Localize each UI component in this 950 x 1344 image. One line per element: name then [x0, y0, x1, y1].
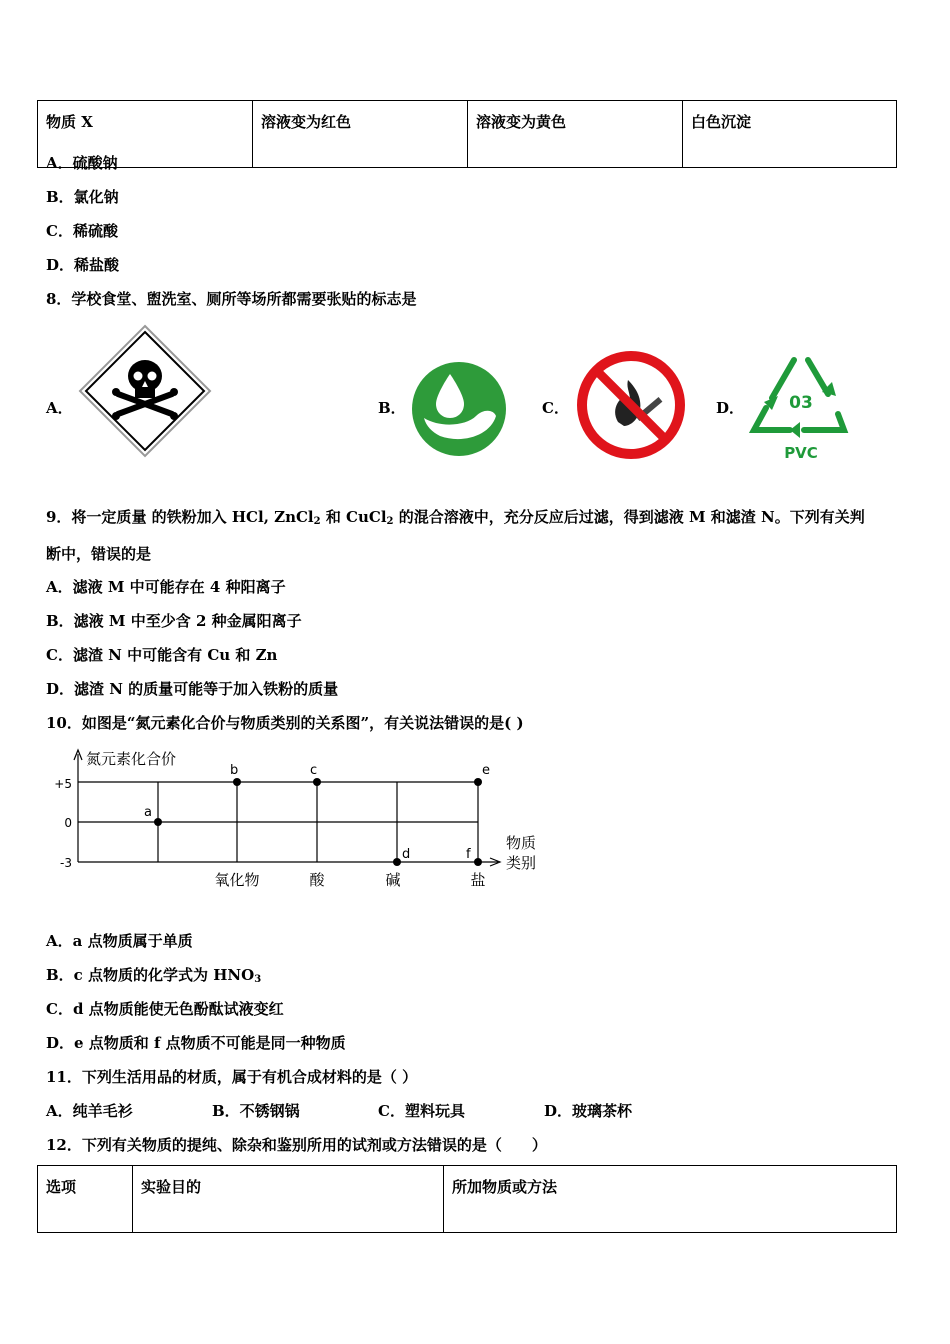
pvc-recycle-sign-icon: [748, 348, 854, 464]
water-saving-sign-icon: [410, 360, 508, 458]
q9-stem: [46, 506, 865, 527]
table-cell: 实验目的: [133, 1166, 444, 1233]
point-c: [313, 778, 321, 786]
q10-option-b: [46, 964, 261, 985]
q9-option-c: C．滤渣 N 中可能含有 Cu 和 Zn: [46, 646, 278, 664]
chart-ylabel: 氮元素化合价: [86, 750, 177, 768]
recycle-number: 03: [789, 393, 813, 413]
q12-stem: 12．下列有关物质的提纯、除杂和鉴别所用的试剂或方法错误的是（ ）: [46, 1136, 547, 1154]
q9-stem-c: 的混合溶液中，充分反应后过滤，得到滤液 M 和滤渣 N。下列有关判: [393, 508, 865, 526]
q8-label-b: B．: [378, 399, 406, 417]
q8-stem: 8．学校食堂、盥洗室、厕所等场所都需要张贴的标志是: [46, 290, 417, 308]
point-label-f: f: [466, 847, 471, 862]
poison-sign-icon: [78, 324, 212, 458]
q11-stem: 11．下列生活用品的材质，属于有机合成材料的是（ ）: [46, 1068, 418, 1086]
x-tick-oxide: 氧化物: [214, 871, 260, 889]
point-b: [233, 778, 241, 786]
q9-option-a: A．滤液 M 中可能存在 4 种阳离子: [46, 578, 286, 596]
q7-option-b: B．氯化钠: [46, 188, 119, 206]
point-f: [474, 858, 482, 866]
chart-xlabel-2: 类别: [506, 854, 537, 872]
q10-stem: 10．如图是“氮元素化合价与物质类别的关系图”，有关说法错误的是( ): [46, 714, 524, 732]
q10-option-b-sub: 3: [254, 974, 262, 985]
point-label-b: b: [230, 763, 239, 778]
q7-option-a: A．硫酸钠: [46, 154, 118, 172]
x-tick-salt: 盐: [470, 871, 486, 889]
table-cell: 选项: [38, 1166, 133, 1233]
q9-sub-2: 2: [386, 516, 394, 527]
x-tick-base: 碱: [385, 871, 401, 889]
table-cell: 白色沉淀: [683, 101, 897, 168]
chart-xlabel-1: 物质: [506, 834, 537, 852]
q9-sub-1: 2: [313, 516, 321, 527]
q11-option-d: D．玻璃茶杯: [544, 1102, 633, 1120]
y-tick-plus5: +5: [54, 777, 72, 791]
q9-stem-line2: 断中，错误的是: [46, 545, 152, 563]
table-cell: 溶液变为红色: [253, 101, 468, 168]
point-label-a: a: [144, 805, 152, 820]
q11-option-b: B．不锈钢锅: [212, 1102, 300, 1120]
q7-option-d: D．稀盐酸: [46, 256, 120, 274]
q10-option-a: A．a 点物质属于单质: [46, 932, 193, 950]
no-fire-sign-icon: [576, 350, 686, 460]
q10-option-c: C．d 点物质能使无色酚酞试液变红: [46, 1000, 284, 1018]
q11-option-a: A．纯羊毛衫: [46, 1102, 133, 1120]
top-table: [37, 100, 897, 168]
q9-stem-a: 9．将一定质量 的铁粉加入 HCl, ZnCl: [46, 508, 314, 526]
point-label-c: c: [310, 763, 318, 778]
point-label-e: e: [482, 763, 490, 778]
q9-option-b: B．滤液 M 中至少含 2 种金属阳离子: [46, 612, 302, 630]
q8-label-a: A．: [46, 399, 73, 417]
point-label-d: d: [402, 847, 411, 862]
q10-option-b-text: B．c 点物质的化学式为 HNO: [46, 966, 255, 984]
point-a: [154, 818, 162, 826]
q12-table: [37, 1165, 897, 1233]
q8-label-c: C．: [542, 399, 569, 417]
x-tick-acid: 酸: [309, 871, 325, 889]
y-tick-zero: 0: [64, 816, 72, 830]
q7-option-c: C．稀硫酸: [46, 222, 118, 240]
q8-label-d: D．: [716, 399, 745, 417]
table-cell: 物质 X: [38, 101, 253, 168]
point-d: [393, 858, 401, 866]
table-cell: 所加物质或方法: [444, 1166, 897, 1233]
q10-option-d: D．e 点物质和 f 点物质不可能是同一种物质: [46, 1034, 346, 1052]
q9-stem-b: 和 CuCl: [320, 508, 387, 526]
table-cell: 溶液变为黄色: [468, 101, 683, 168]
y-tick-minus3: -3: [60, 856, 72, 870]
recycle-label: PVC: [784, 444, 818, 462]
q9-option-d: D．滤渣 N 的质量可能等于加入铁粉的质量: [46, 680, 339, 698]
point-e: [474, 778, 482, 786]
q11-option-c: C．塑料玩具: [378, 1102, 465, 1120]
nitrogen-valence-chart: [40, 742, 560, 892]
